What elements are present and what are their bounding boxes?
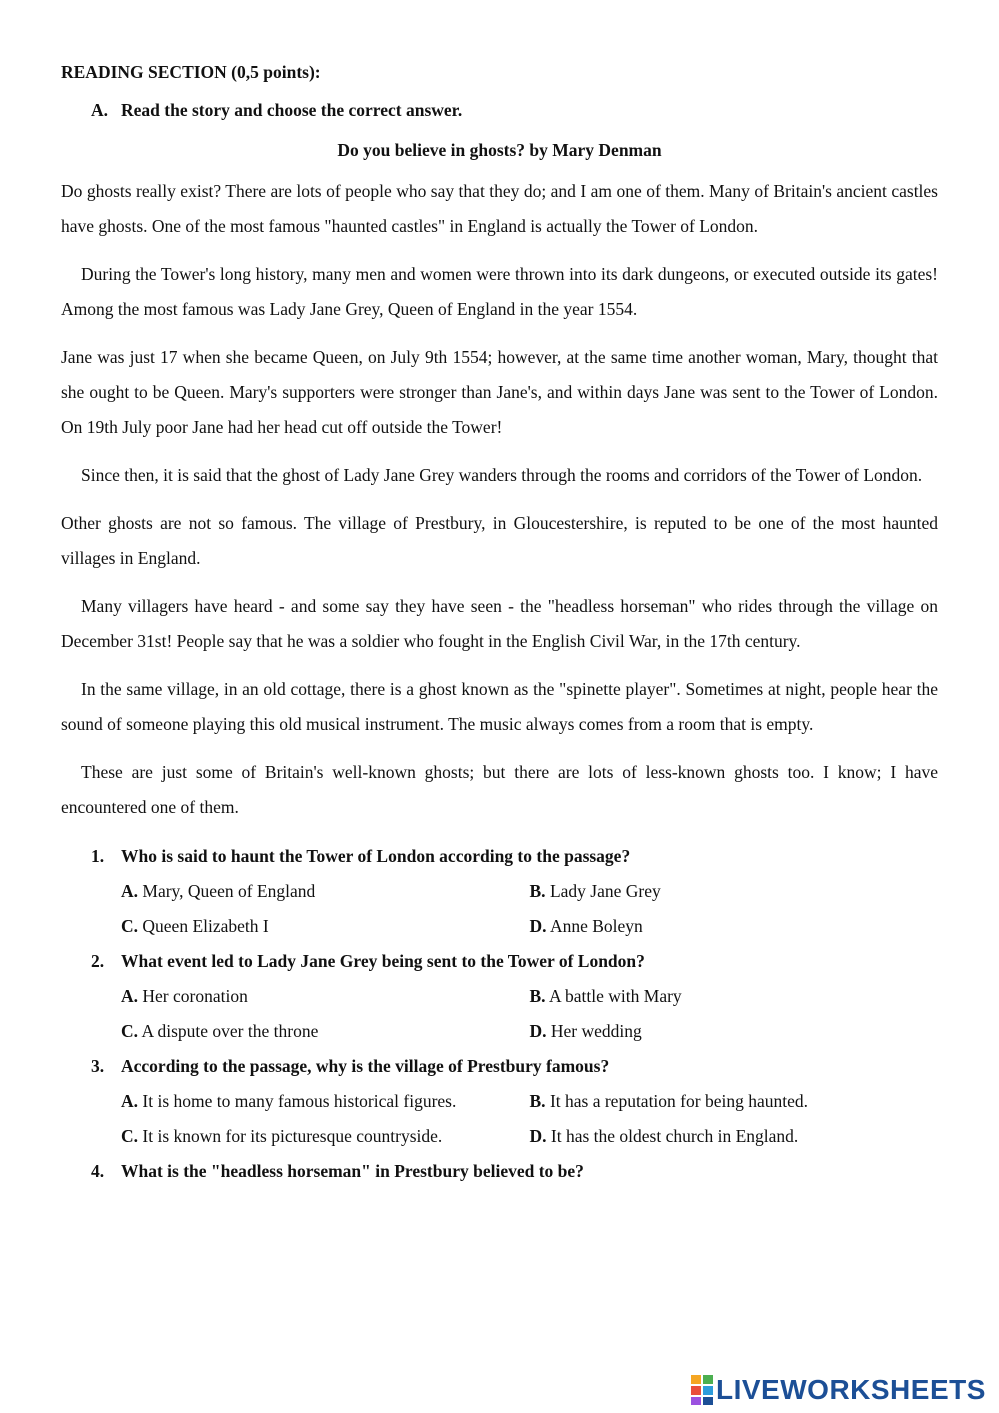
option-letter: C. xyxy=(121,916,139,936)
option-letter: B. xyxy=(529,881,546,901)
option-text: A dispute over the throne xyxy=(141,1021,319,1041)
option-c[interactable] xyxy=(121,1119,530,1154)
section-title: READING SECTION (0,5 points): xyxy=(61,62,321,82)
option-text: Her wedding xyxy=(550,1021,642,1041)
question-text: What event led to Lady Jane Grey being sent to the Tower of London? xyxy=(121,951,645,971)
story-title: Do you believe in ghosts? by Mary Denman xyxy=(337,140,662,160)
question-text: What is the "headless horseman" in Prestbury believed to be? xyxy=(121,1161,584,1181)
question-number: 2. xyxy=(91,951,105,971)
option-text: A battle with Mary xyxy=(548,986,682,1006)
option-letter: A. xyxy=(121,1091,139,1111)
liveworksheets-logo xyxy=(691,1370,986,1410)
option-letter: C. xyxy=(121,1021,139,1041)
option-letter: A. xyxy=(121,881,139,901)
story-paragraph: Other ghosts are not so famous. The village of Prestbury, in Gloucestershire, is reputed to be one of the most haunted villages in England. xyxy=(61,513,938,568)
option-a[interactable] xyxy=(121,1084,530,1119)
option-b[interactable] xyxy=(530,1084,939,1119)
question-text: According to the passage, why is the village of Prestbury famous? xyxy=(121,1056,610,1076)
option-c[interactable] xyxy=(121,1014,530,1049)
option-c[interactable] xyxy=(121,909,530,944)
question-heading xyxy=(91,1154,938,1189)
question-1 xyxy=(91,839,938,944)
option-a[interactable] xyxy=(121,979,530,1014)
option-letter: B. xyxy=(529,1091,546,1111)
option-text: Queen Elizabeth I xyxy=(142,916,269,936)
option-d[interactable] xyxy=(530,1119,939,1154)
option-d[interactable] xyxy=(530,909,939,944)
option-d[interactable] xyxy=(530,1014,939,1049)
question-list xyxy=(61,839,938,1189)
option-letter: C. xyxy=(121,1126,139,1146)
option-letter: A. xyxy=(121,986,139,1006)
option-letter: D. xyxy=(529,1126,547,1146)
question-4 xyxy=(91,1154,938,1189)
question-heading xyxy=(91,1049,938,1084)
option-text: Anne Boleyn xyxy=(549,916,643,936)
liveworksheets-logo-text: LIVEWORKSHEETS xyxy=(716,1374,986,1405)
question-heading xyxy=(91,839,938,874)
question-heading xyxy=(91,944,938,979)
option-text: Mary, Queen of England xyxy=(142,881,316,901)
question-number: 4. xyxy=(91,1161,105,1181)
option-text: Lady Jane Grey xyxy=(549,881,661,901)
option-letter: B. xyxy=(529,986,546,1006)
worksheet-page xyxy=(61,58,938,1189)
part-letter: A. xyxy=(91,100,109,120)
option-text: It is home to many famous historical figures. xyxy=(142,1091,457,1111)
option-letter: D. xyxy=(529,916,547,936)
option-text: Her coronation xyxy=(142,986,248,1006)
liveworksheets-logo-icon xyxy=(691,1375,713,1405)
option-text: It has a reputation for being haunted. xyxy=(549,1091,808,1111)
part-instruction-text: Read the story and choose the correct answer. xyxy=(121,100,463,120)
option-text: It is known for its picturesque countryside. xyxy=(142,1126,443,1146)
story-paragraph: During the Tower's long history, many men and women were thrown into its dark dungeons, or executed outside its gates! Among the most famous was Lady Jane Grey, Queen of England in the year 1554. xyxy=(61,264,938,319)
story-paragraph: Do ghosts really exist? There are lots of people who say that they do; and I am one of them. Many of Britain's ancient castles have ghosts. One of the most famous "haunted castles" in England is actually the Tower of London. xyxy=(61,181,938,236)
question-text: Who is said to haunt the Tower of London according to the passage? xyxy=(121,846,631,866)
story-paragraph: Many villagers have heard - and some say they have seen - the "headless horseman" who rides through the village on December 31st! People say that he was a soldier who fought in the English Civil War, in the 17th century. xyxy=(61,596,938,651)
story-paragraph: Since then, it is said that the ghost of Lady Jane Grey wanders through the rooms and corridors of the Tower of London. xyxy=(81,465,923,485)
story-paragraph: In the same village, in an old cottage, there is a ghost known as the "spinette player". Sometimes at night, people hear the sound of someone playing this old musical instrument. The music always comes from a room that is empty. xyxy=(61,679,938,734)
story-paragraph: These are just some of Britain's well-known ghosts; but there are lots of less-known ghosts too. I know; I have encountered one of them. xyxy=(61,762,938,817)
part-instruction xyxy=(91,96,938,124)
option-b[interactable] xyxy=(530,979,939,1014)
story-paragraph: Jane was just 17 when she became Queen, on July 9th 1554; however, at the same time another woman, Mary, thought that she ought to be Queen. Mary's supporters were stronger than Jane's, and within days Jane was sent to the Tower of London. On 19th July poor Jane had her head cut off outside the Tower! xyxy=(61,347,938,437)
question-2 xyxy=(91,944,938,1049)
option-a[interactable] xyxy=(121,874,530,909)
option-b[interactable] xyxy=(530,874,939,909)
option-letter: D. xyxy=(529,1021,547,1041)
question-3 xyxy=(91,1049,938,1154)
question-number: 1. xyxy=(91,846,105,866)
option-text: It has the oldest church in England. xyxy=(550,1126,799,1146)
question-number: 3. xyxy=(91,1056,105,1076)
